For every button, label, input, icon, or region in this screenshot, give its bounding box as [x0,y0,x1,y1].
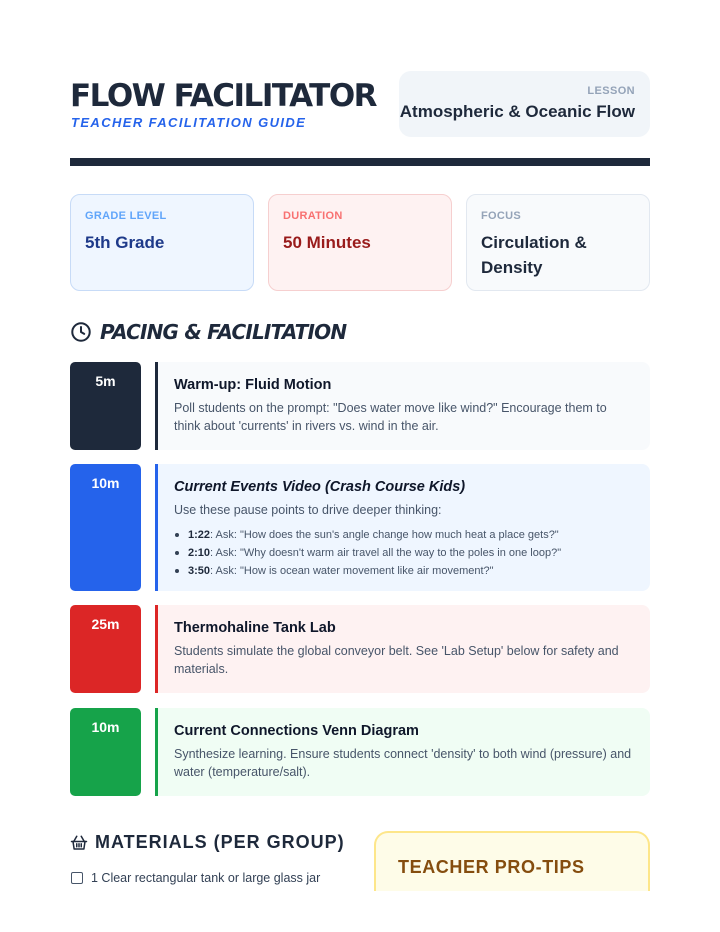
focus-card [466,194,650,291]
teacher-tips-panel [374,831,650,891]
materials-heading [70,832,345,853]
list-item [174,562,633,580]
step-2-title: Current Events Video (Crash Course Kids) [174,479,466,495]
grade-level-card [70,194,254,291]
step-1-title: Warm-up: Fluid Motion [174,377,332,393]
duration-card [268,194,452,291]
step-3-card [155,605,650,693]
tips-title: TEACHER PRO-TIPS [398,857,585,877]
step-3-description: Students simulate the global conveyor belt. See 'Lab Setup' below for safety and materials. [174,644,619,676]
grade-level-label: GRADE LEVEL [85,210,167,222]
material-item[interactable] [71,871,320,885]
pacing-section-heading [70,320,346,344]
step-4-card [155,708,650,796]
materials-title: MATERIALS (PER GROUP) [95,832,345,852]
page-subtitle: TEACHER FACILITATION GUIDE [71,115,307,130]
pause-points-list [174,526,633,580]
step-2-time: 10m [70,464,141,591]
header-divider [70,158,650,166]
step-3-time: 25m [70,605,141,693]
step-3-title: Thermohaline Tank Lab [174,620,336,636]
grade-level-value: 5th Grade [85,233,165,252]
pause-question: : Ask: "Why doesn't warm air travel all the way to the poles in one loop?" [210,547,562,559]
step-4-title: Current Connections Venn Diagram [174,723,419,739]
focus-label: FOCUS [481,210,521,222]
pause-question: : Ask: "How does the sun's angle change how much heat a place gets?" [210,529,559,541]
material-label: 1 Clear rectangular tank or large glass jar [91,871,321,885]
pause-question: : Ask: "How is ocean water movement like air movement?" [210,565,494,577]
lesson-label: LESSON [587,85,635,97]
page-title: FLOW FACILITATOR [70,78,377,114]
step-2-card [155,464,650,591]
pause-timestamp: 1:22 [188,529,211,541]
step-2-description: Use these pause points to drive deeper thinking: [174,503,442,517]
material-checkbox[interactable] [71,872,83,884]
clock-icon [70,321,92,343]
step-1-description: Poll students on the prompt: "Does water move like wind?" Encourage them to think about 'currents' in rivers vs. wind in the air. [174,401,607,433]
lesson-badge [399,71,650,137]
step-1-card [155,362,650,450]
pacing-title: PACING & FACILITATION [100,320,347,344]
focus-value: Circulation & Density [481,233,587,277]
lesson-name: Atmospheric & Oceanic Flow [399,102,635,121]
list-item [174,544,633,562]
pause-timestamp: 3:50 [188,565,211,577]
list-item [174,526,633,544]
step-1-time: 5m [70,362,141,450]
step-4-description: Synthesize learning. Ensure students connect 'density' to both wind (pressure) and water (temperature/salt). [174,747,632,779]
step-4-time: 10m [70,708,141,796]
duration-value: 50 Minutes [283,233,371,252]
duration-label: DURATION [283,210,343,222]
basket-icon [70,834,88,852]
pause-timestamp: 2:10 [188,547,211,559]
